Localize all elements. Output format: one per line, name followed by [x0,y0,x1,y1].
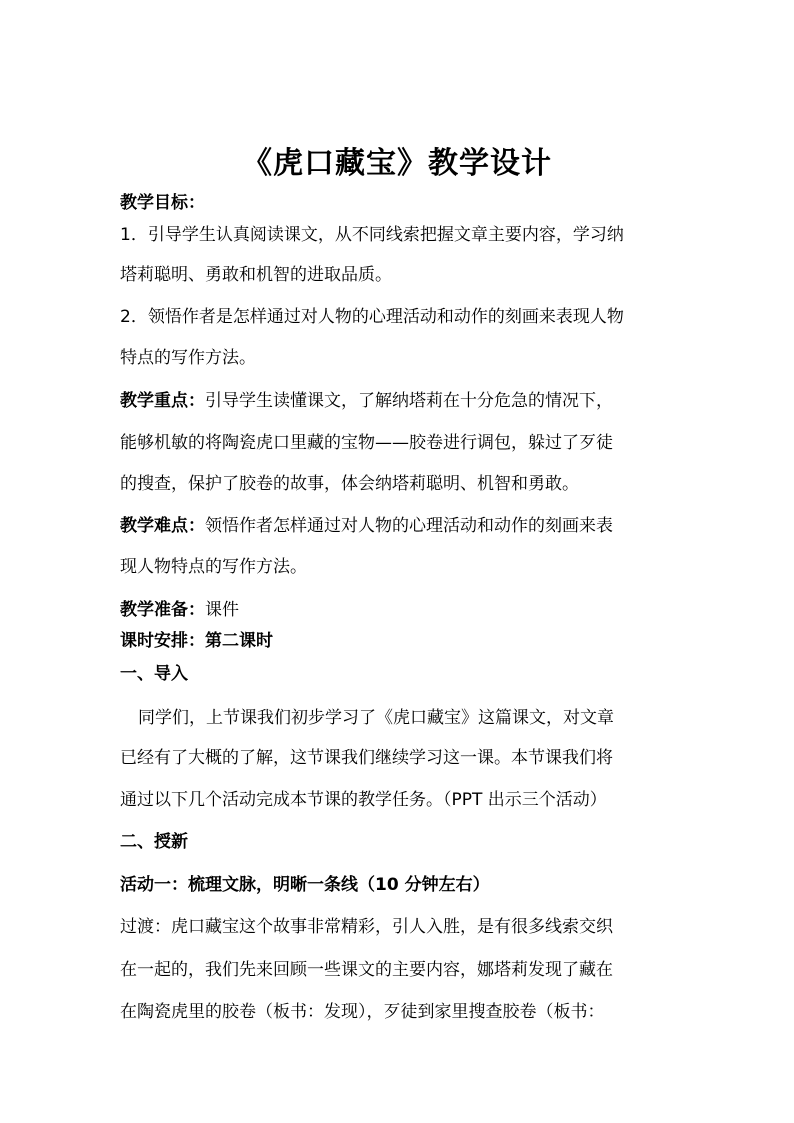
goal-1-line-1: 1．引导学生认真阅读课文，从不同线索把握文章主要内容，学习纳 [120,225,624,245]
activity-1-heading: 活动一：梳理文脉，明晰一条线（10 分钟左右） [120,875,490,895]
preparation-value: 课件 [205,600,239,620]
goal-1-line-2: 塔莉聪明、勇敢和机智的进取品质。 [120,265,392,285]
key-points-line-1 [120,381,680,421]
transition-line-3: 在陶瓷虎里的胶卷（板书：发现），歹徒到家里搜查胶卷（板书： [120,1002,605,1022]
schedule-line: 课时安排：第二课时 [120,631,273,651]
transition-line-1: 过渡：虎口藏宝这个故事非常精彩，引人入胜，是有很多线索交织 [120,917,613,937]
difficulty-line-1 [120,506,680,546]
key-points-line-3: 的搜查，保护了胶卷的故事，体会纳塔莉聪明、机智和勇敢。 [120,474,579,494]
difficulty-line-2: 现人物特点的写作方法。 [120,557,307,577]
difficulty-label: 教学难点： [120,516,205,536]
document-title: 《虎口藏宝》教学设计 [242,146,552,181]
intro-line-1: 同学们，上节课我们初步学习了《虎口藏宝》这篇课文，对文章 [138,708,614,728]
goals-heading: 教学目标： [120,193,205,213]
transition-line-2: 在一起的，我们先来回顾一些课文的主要内容，娜塔莉发现了藏在 [120,960,613,980]
key-points-label: 教学重点： [120,391,205,411]
goal-2-line-1: 2．领悟作者是怎样通过对人物的心理活动和动作的刻画来表现人物 [120,307,624,327]
intro-line-2: 已经有了大概的了解，这节课我们继续学习这一课。本节课我们将 [120,748,613,768]
key-points-line-2: 能够机敏的将陶瓷虎口里藏的宝物——胶卷进行调包，躲过了歹徒 [120,433,613,453]
difficulty-text: 领悟作者怎样通过对人物的心理活动和动作的刻画来表 [205,516,613,536]
section-2-heading: 二、授新 [120,832,188,852]
goal-2-line-2: 特点的写作方法。 [120,348,256,368]
preparation-label: 教学准备： [120,600,205,620]
section-1-heading: 一、导入 [120,664,188,684]
intro-line-3: 通过以下几个活动完成本节课的教学任务。（PPT 出示三个活动） [120,790,607,810]
key-points-text: 引导学生读懂课文，了解纳塔莉在十分危急的情况下， [205,391,613,411]
